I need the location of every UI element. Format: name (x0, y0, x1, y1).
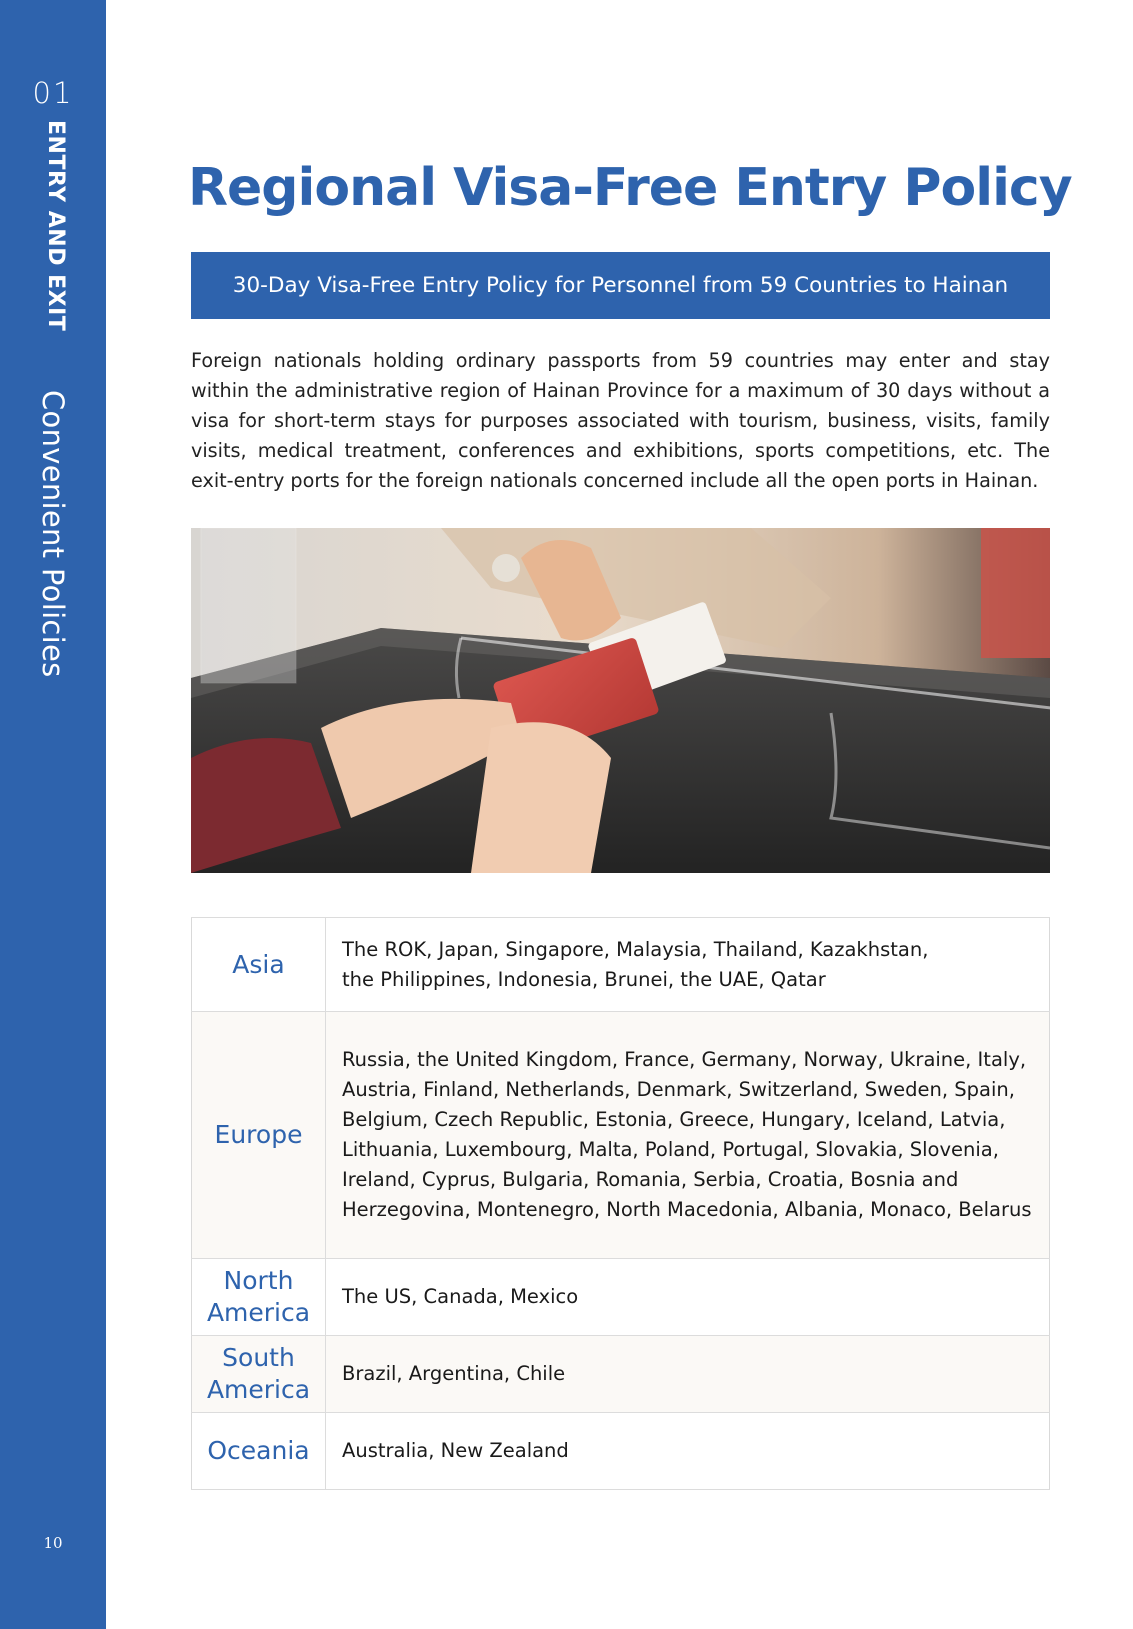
region-line: North (223, 1266, 294, 1295)
country-line: The ROK, Japan, Singapore, Malaysia, Thailand, Kazakhstan, (342, 937, 929, 961)
passport-photo-illustration (191, 528, 1050, 873)
countries-table (191, 917, 1050, 1490)
country-list (326, 1336, 1050, 1413)
region-cell: Asia (192, 918, 326, 1012)
country-list (326, 1413, 1050, 1490)
country-line: Russia, the United Kingdom, France, Germany, Norway, Ukraine, Italy, (342, 1048, 1027, 1071)
region-line: South (222, 1343, 295, 1372)
passport-handover-photo (191, 528, 1050, 873)
country-line: The US, Canada, Mexico (342, 1285, 579, 1308)
country-list (326, 918, 1050, 1012)
country-line: Lithuania, Luxembourg, Malta, Poland, Portugal, Slovakia, Slovenia, (342, 1138, 999, 1161)
region-line: America (206, 1375, 311, 1404)
region-cell (192, 1336, 326, 1413)
page-title: Regional Visa-Free Entry Policy (188, 158, 1072, 218)
table-row-north-america (192, 1259, 1050, 1336)
country-line: the Philippines, Indonesia, Brunei, the UAE, Qatar (342, 967, 826, 991)
region-cell: Oceania (192, 1413, 326, 1490)
policy-banner: 30-Day Visa-Free Entry Policy for Personnel from 59 Countries to Hainan (191, 252, 1050, 319)
chapter-number: 01 (32, 76, 74, 110)
country-line: Ireland, Cyprus, Bulgaria, Romania, Serbia, Croatia, Bosnia and (342, 1168, 959, 1191)
sidebar (0, 0, 106, 1629)
table-row-south-america (192, 1336, 1050, 1413)
country-line: Belgium, Czech Republic, Estonia, Greece, Hungary, Iceland, Latvia, (342, 1108, 1006, 1131)
country-line: Austria, Finland, Netherlands, Denmark, Switzerland, Sweden, Spain, (342, 1078, 1015, 1101)
region-line: America (206, 1298, 311, 1327)
region-cell: Europe (192, 1012, 326, 1259)
region-cell (192, 1259, 326, 1336)
table-row-oceania (192, 1413, 1050, 1490)
page-number: 10 (43, 1534, 63, 1552)
intro-paragraph: Foreign nationals holding ordinary passports from 59 countries may enter and stay within the administrative region of Hainan Province for a maximum of 30 days without a visa for short-term stays for purposes associated with tourism, business, visits, family visits, medical treatment, conferences and exhibitions, sports competitions, etc. The exit-entry ports for the foreign nationals concerned include all the open ports in Hainan. (191, 349, 1050, 492)
section-subtitle: Convenient Policies (36, 390, 70, 678)
country-line: Australia, New Zealand (342, 1439, 569, 1462)
country-list (326, 1012, 1050, 1259)
country-line: Herzegovina, Montenegro, North Macedonia, Albania, Monaco, Belarus (342, 1198, 1032, 1221)
table-row-europe (192, 1012, 1050, 1259)
country-line: Brazil, Argentina, Chile (342, 1362, 566, 1385)
country-list (326, 1259, 1050, 1336)
table-row-asia (192, 918, 1050, 1012)
section-label: ENTRY AND EXIT (43, 120, 68, 332)
